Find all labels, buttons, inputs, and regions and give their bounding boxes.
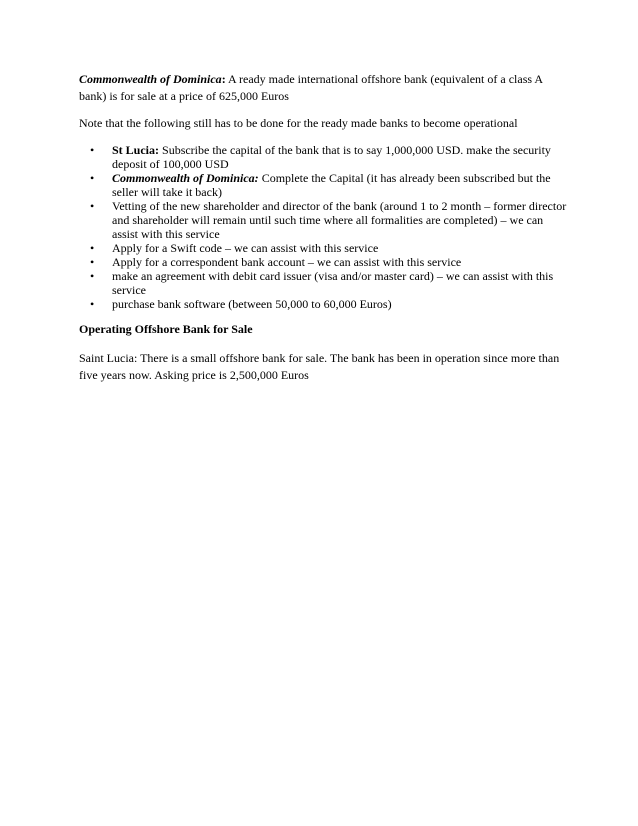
list-item-text: Vetting of the new shareholder and director of the bank (around 1 to 2 month – former director and shareholder will remain until such time where all formalities are completed) – we can assist with this service — [112, 199, 567, 241]
list-item-label: St Lucia: — [112, 143, 160, 157]
list-item-label: Commonwealth of Dominica: — [112, 171, 259, 185]
bullet-icon: • — [90, 199, 95, 213]
list-item-text: purchase bank software (between 50,000 to 60,000 Euros) — [112, 297, 392, 311]
list-item-text: Subscribe the capital of the bank that is to say 1,000,000 USD. make the security deposit of 100,000 USD — [112, 143, 551, 171]
list-item-dominica — [79, 171, 569, 199]
note-paragraph: Note that the following still has to be done for the ready made banks to become operational — [79, 116, 518, 130]
list-item-text: Apply for a Swift code – we can assist with this service — [112, 241, 379, 255]
intro-colon: : — [221, 72, 226, 86]
bullet-icon: • — [90, 143, 95, 157]
intro-paragraph — [79, 71, 569, 105]
document-body — [79, 71, 569, 384]
list-item-software — [79, 297, 569, 311]
list-item-debit-card — [79, 269, 569, 297]
list-item-st-lucia — [79, 143, 569, 171]
bullet-icon: • — [90, 171, 95, 185]
requirements-list — [79, 143, 569, 311]
intro-label: Commonwealth of Dominica — [79, 72, 222, 86]
section-paragraph: Saint Lucia: There is a small offshore bank for sale. The bank has been in operation since more than five years now. Asking price is 2,500,000 Euros — [79, 351, 560, 382]
section-heading: Operating Offshore Bank for Sale — [79, 322, 253, 336]
list-item-vetting — [79, 199, 569, 241]
list-item-swift — [79, 241, 569, 255]
list-item-text: Complete the Capital (it has already been subscribed but the seller will take it back) — [112, 171, 551, 199]
bullet-icon: • — [90, 255, 95, 269]
intro-text: A ready made international offshore bank (equivalent of a class A bank) is for sale at a price of 625,000 Euros — [79, 72, 543, 103]
bullet-icon: • — [90, 297, 95, 311]
list-item-text: Apply for a correspondent bank account – we can assist with this service — [112, 255, 462, 269]
bullet-icon: • — [90, 241, 95, 255]
list-item-correspondent — [79, 255, 569, 269]
list-item-text: make an agreement with debit card issuer (visa and/or master card) – we can assist with this service — [112, 269, 554, 297]
bullet-icon: • — [90, 269, 95, 283]
